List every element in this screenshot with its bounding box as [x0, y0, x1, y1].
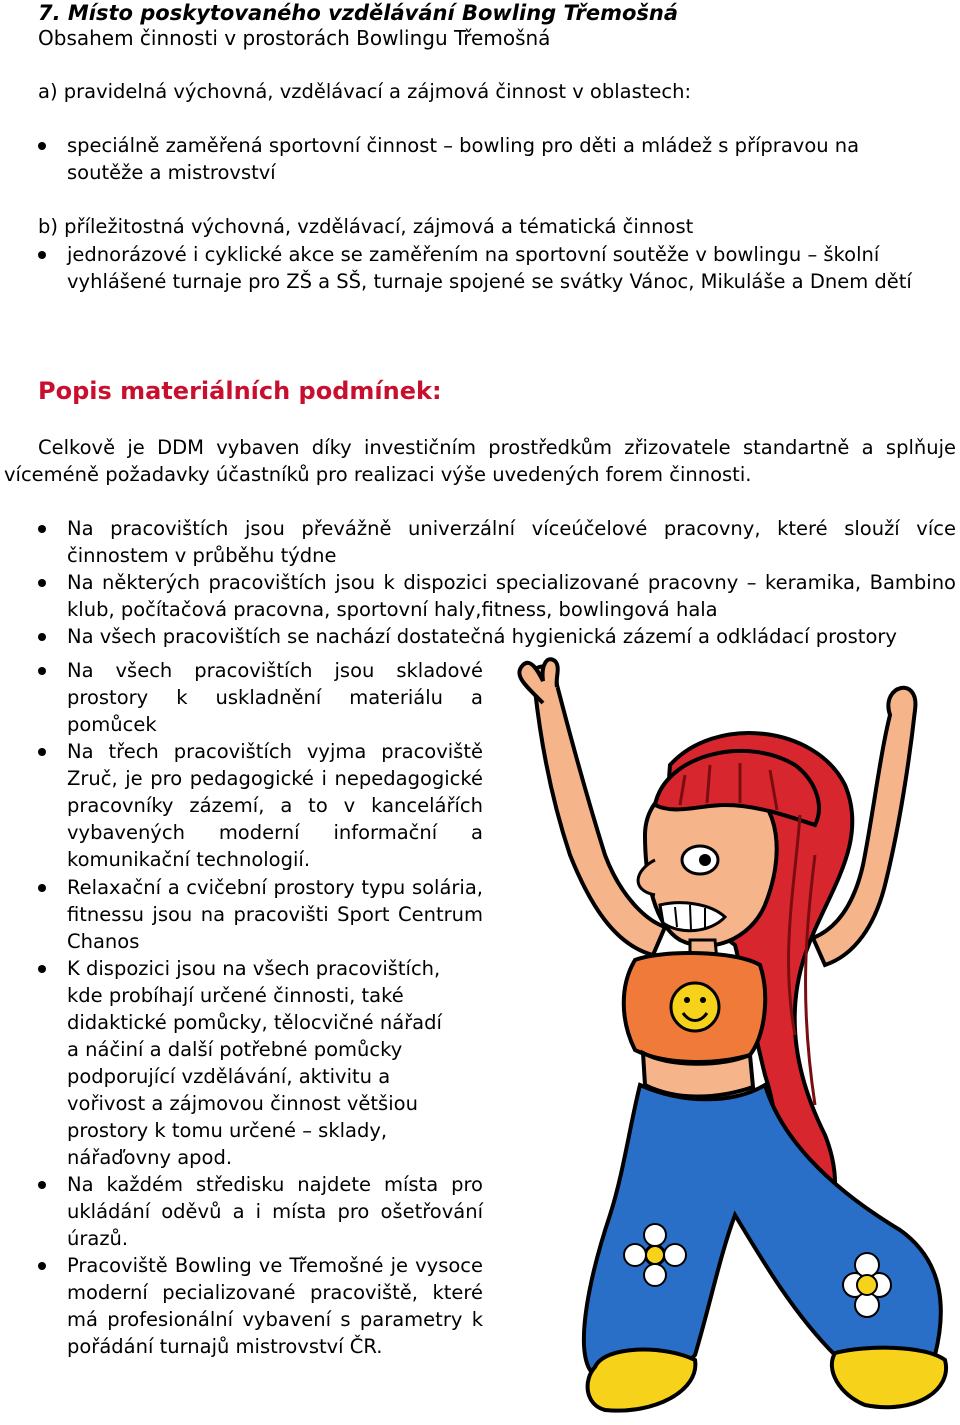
activities-b-bullet	[38, 241, 938, 295]
pupil	[699, 854, 711, 866]
bullet-text: Relaxační a cvičební prostory typu solária, fitnessu jsou na pracovišti Sport Centrum Chanos	[67, 876, 483, 953]
smiley-icon	[671, 983, 719, 1031]
right-shoe	[832, 1348, 946, 1408]
left-arm	[531, 666, 665, 955]
bullet-text: Na pracovištích jsou převážně univerzální víceúčelové pracovny, které slouží více činnostem v průběhu týdne	[67, 517, 956, 567]
section-title: 7. Místo poskytovaného vzdělávání Bowling Třemošná	[38, 1, 679, 25]
activities-a-intro: a) pravidelná výchovná, vzdělávací a zájmová činnost v oblastech:	[38, 80, 692, 103]
bullet-text: Na některých pracovištích jsou k dispozici specializované pracovny – keramika, Bambino klub, počítačová pracovna, sportovní haly,fitness, bowlingová hala	[67, 571, 956, 621]
bullet-text: Na každém středisku najdete místa pro ukládání oděvů a i místa pro ošetřování úrazů.	[67, 1173, 483, 1250]
material-bullet	[38, 515, 956, 569]
left-shoe	[588, 1350, 696, 1411]
material-bullet	[38, 738, 483, 873]
bullet-text: Na všech pracovištích jsou skladové prostory k uskladnění materiálu a pomůcek	[67, 659, 483, 736]
bullet-text: Na třech pracovištích vyjma pracoviště Zruč, je pro pedagogické i nepedagogické pracovníky zázemí, a to v kancelářích vybavených moderní informační a komunikační technologií.	[67, 740, 483, 871]
bullet-text: jednorázové i cyklické akce se zaměřením na sportovní soutěže v bowlingu – školní vyhlášené turnaje pro ZŠ a SŠ, turnaje spojené se svátky Vánoc, Mikuláše a Dnem dětí	[67, 243, 912, 293]
section-subtitle: Obsahem činnosti v prostorách Bowlingu Třemošná	[38, 26, 551, 50]
nose	[638, 860, 655, 895]
material-bullet	[38, 955, 458, 1171]
activities-b-intro: b) příležitostná výchovná, vzdělávací, zájmová a tématická činnost	[38, 215, 694, 238]
material-bullet	[38, 874, 483, 955]
activities-a-bullet	[38, 132, 898, 186]
material-heading: Popis materiálních podmínek:	[38, 377, 442, 405]
bullet-text: K dispozici jsou na všech pracovištích, kde probíhají určené činnosti, také didaktické pomůcky, tělocvičné nářadí a náčiní a další potřebné pomůcky podporující vzdělávání, aktivitu a vořivost a zájmovou činnost většiou prostory k tomu určené – sklady, nářaďovny apod.	[67, 957, 442, 1169]
cartoon-girl-illustration	[495, 655, 960, 1425]
material-bullet	[38, 657, 483, 738]
bullet-text: speciálně zaměřená sportovní činnost – bowling pro děti a mládež s přípravou na soutěže a mistrovství	[67, 134, 860, 184]
material-intro: Celkově je DDM vybaven díky investičním prostředkům zřizovatele standartně a splňuje víceméně požadavky účastníků pro realizaci výše uvedených forem činnosti.	[4, 436, 956, 486]
bullet-text: Na všech pracovištích se nachází dostatečná hygienická zázemí a odkládací prostory	[67, 625, 897, 648]
material-bullet	[38, 569, 956, 623]
material-bullet	[38, 1171, 483, 1252]
material-bullet	[38, 1252, 483, 1360]
bullet-text: Pracoviště Bowling ve Třemošné je vysoce moderní pecializované pracoviště, které má profesionální vybavení s parametry k pořádání turnajů mistrovství ČR.	[67, 1254, 483, 1358]
material-bullet	[38, 623, 956, 650]
jeans	[584, 1085, 941, 1382]
